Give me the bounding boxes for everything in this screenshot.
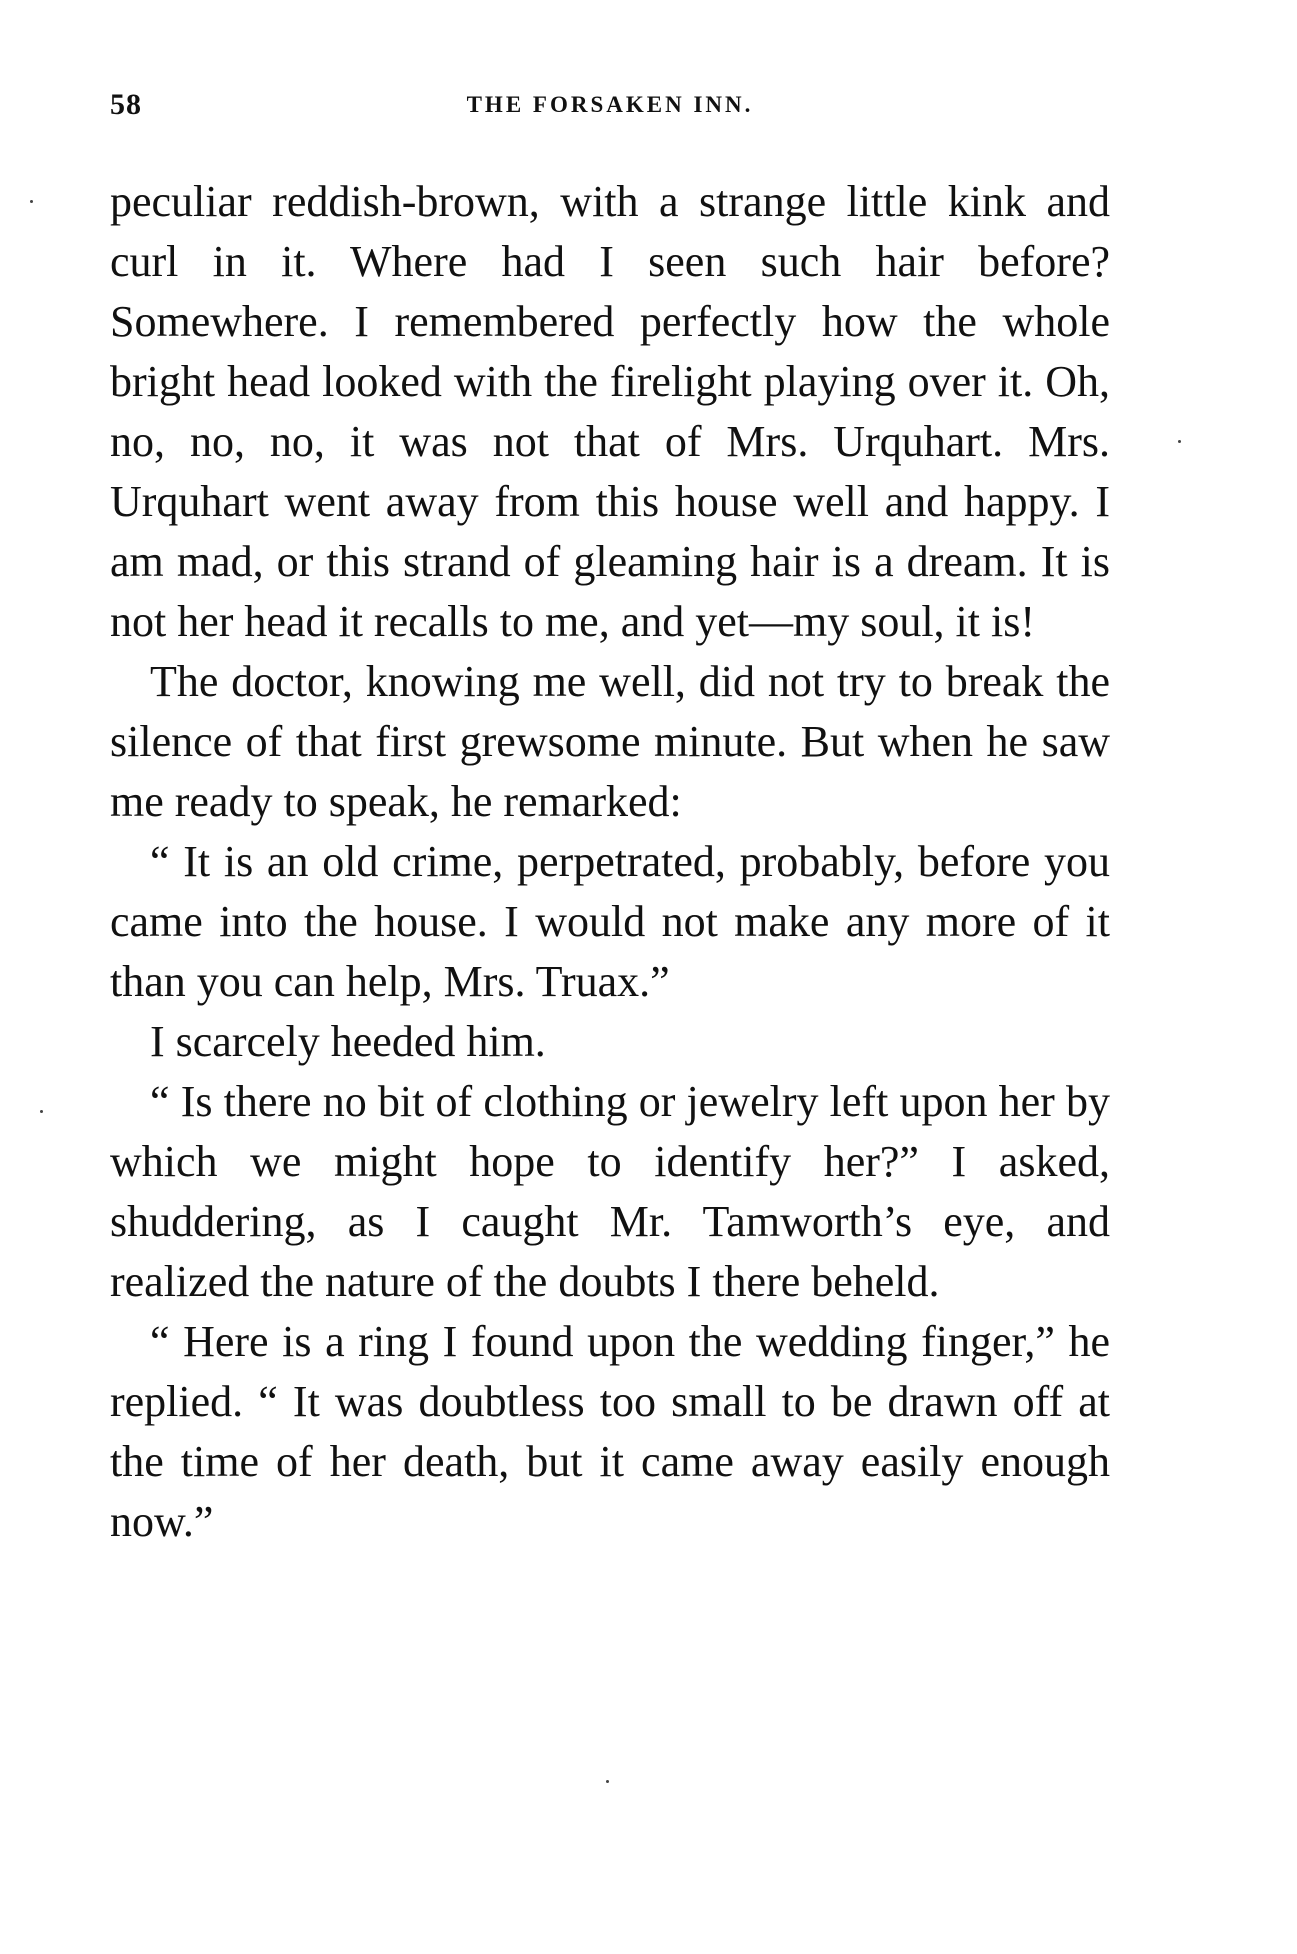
scan-speck bbox=[40, 1110, 43, 1113]
scan-speck bbox=[606, 1780, 609, 1783]
paragraph-5: “ Is there no bit of clothing or jewelry left upon her by which we might hope to identify her?” I asked, shuddering, as I caught Mr. Tamworth’s eye, and realized the nature of the doubts I there beheld. bbox=[110, 1077, 1110, 1306]
paragraph-4: I scarcely heeded him. bbox=[150, 1017, 546, 1066]
running-head bbox=[110, 88, 1110, 128]
paragraph-3: “ It is an old crime, perpetrated, probably, before you came into the house. I would not make any more of it than you can help, Mrs. Truax.” bbox=[110, 837, 1110, 1006]
scan-speck bbox=[30, 200, 33, 203]
body-text bbox=[110, 172, 1110, 1552]
scan-speck bbox=[1178, 440, 1181, 443]
paragraph-1: peculiar reddish-brown, with a strange little kink and curl in it. Where had I seen such hair before? Somewhere. I remembered perfectly how the whole bright head looked with the firelight playing over it. Oh, no, no, no, it was not that of Mrs. Urquhart. Mrs. Urquhart went away from this house well and happy. I am mad, or this strand of gleaming hair is a dream. It is not her head it recalls to me, and yet—my soul, it is! bbox=[110, 177, 1110, 646]
paragraph-6: “ Here is a ring I found upon the wedding finger,” he replied. “ It was doubtless too small to be drawn off at the time of her death, but it came away easily enough now.” bbox=[110, 1317, 1110, 1546]
paragraph-2: The doctor, knowing me well, did not try to break the silence of that first grewsome minute. But when he saw me ready to speak, he remarked: bbox=[110, 657, 1110, 826]
page-number: 58 bbox=[110, 88, 142, 121]
running-title: THE FORSAKEN INN. bbox=[466, 92, 754, 117]
